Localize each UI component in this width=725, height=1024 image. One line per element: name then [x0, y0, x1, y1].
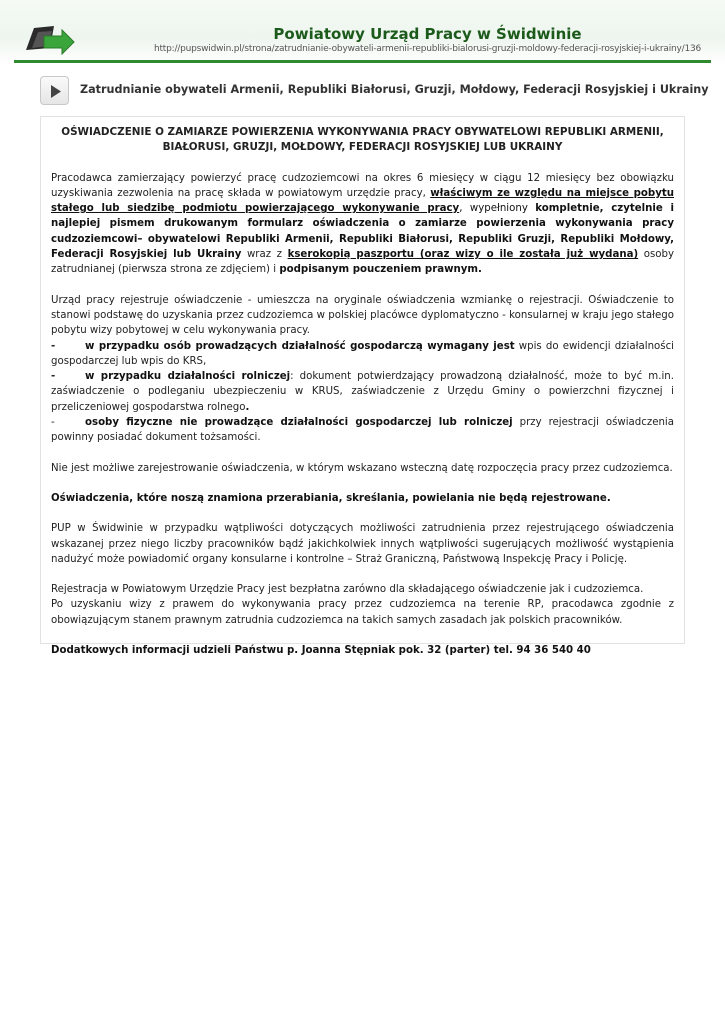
bullet-agriculture — [51, 369, 674, 415]
header-divider — [14, 60, 711, 63]
emphasis: osoby fizyczne nie prowadzące działalności gospodarczej lub rolniczej — [85, 417, 513, 429]
text: wpis do ewidencji działalności gospodarczej lub wpis do KRS, — [51, 340, 674, 367]
paragraph-procedure — [51, 171, 674, 278]
text: wraz z — [241, 249, 288, 261]
document-title-line1: OŚWIADCZENIE O ZAMIARZE POWIERZENIA WYKONYWANIA PRACY OBYWATELOWI REPUBLIKI ARMENII, — [61, 126, 664, 138]
text: , wypełniony — [459, 203, 536, 215]
text: przy rejestracji oświadczenia powinny posiadać dokument tożsamości. — [51, 417, 674, 444]
emphasis: kompletnie, czytelnie i najlepiej pismem drukowanym formularz oświadczenia o zamiarze powierzenia wykonywania pracy cudzoziemcowi– obywatelowi Republiki Armenii, Republiki Białorusi, Republiki Gruzji, Republiki Mołdowy, Federacji Rosyjskiej lub Ukrainy — [51, 203, 674, 261]
contact-info: Dodatkowych informacji udzieli Państwu p. Joanna Stępniak pok. 32 (parter) tel. 94 36 540 40 — [51, 645, 591, 657]
paragraph-fees: Rejestracja w Powiatowym Urzędzie Pracy jest bezpłatna zarówno dla składającego oświadczenie jak i cudzoziemca. — [51, 584, 644, 596]
bullet-dash: - — [51, 417, 55, 429]
play-arrow-icon — [41, 77, 70, 106]
emphasis: w przypadku działalności rolniczej — [85, 371, 291, 383]
emphasis: podpisanym pouczeniem prawnym. — [279, 264, 482, 276]
paragraph-registration: Urząd pracy rejestruje oświadczenie - umieszcza na oryginale oświadczenia wzmiankę o rejestracji. Oświadczenie to stanowi podstawę do uzyskania przez cudzoziemca w polskiej placówce dyplomatyczno - konsularnej w kraju jego stałego pobytu wizy pobytowej w celu wykonywania pracy. — [51, 294, 674, 337]
bullet-individuals — [51, 415, 674, 446]
emphasis: w przypadku osób prowadzących działalność gospodarczą wymagany jest — [85, 340, 515, 352]
emphasis-underlined: kserokopią paszportu (oraz wizy o ile została już wydana) — [287, 249, 639, 261]
paragraph-forgery — [51, 491, 674, 506]
text: Pracodawca zamierzający powierzyć pracę cudzoziemcowi na okres 6 miesięcy w ciągu 12 miesięcy bez obowiązku uzyskiwania zezwolenia na pracę składa w powiatowym urzędzie pracy, — [51, 172, 674, 199]
page-heading: Zatrudnianie obywateli Armenii, Republiki Białorusi, Gruzji, Mołdowy, Federacji Rosyjskiej i Ukrainy — [80, 83, 709, 96]
article-content — [40, 116, 685, 657]
document-title — [51, 125, 674, 156]
text: : dokument potwierdzający prowadzoną działalność, może to być m.in. zaświadczenie o podleganiu ubezpieczeniu w KRUS, zaświadczenie z Urzędu Gminy o powierzchni fizycznej i przeliczeniowej gospodarstwa rolnego — [51, 371, 674, 413]
play-arrow-button[interactable] — [40, 76, 69, 105]
bullet-business — [51, 339, 674, 370]
paragraph-visa: Po uzyskaniu wizy z prawem do wykonywania pracy przez cudzoziemca na terenie RP, pracodawca zgodnie z obowiązującym stanem prawnym zatrudnia cudzoziemca na takich samych zasadach jak polskich pracowników. — [51, 599, 674, 626]
text: osoby zatrudnianej (pierwsza strona ze zdjęciem) i — [51, 249, 674, 276]
logo-icon — [24, 22, 76, 56]
paragraph-doubts: PUP w Świdwinie w przypadku wątpliwości dotyczących możliwości zatrudnienia przez rejestrującego oświadczenia wskazanej przez niego liczby pracowników bądź jakichkolwiek innych wątpliwości sugerujących możliwość wystąpienia nadużyć może powiadomić organy konsularne i kontrolne – Straż Graniczną, Państwową Inspekcję Pracy i Policję. — [51, 523, 674, 565]
emphasis: Oświadczenia, które noszą znamiona przerabiania, skreślania, powielania nie będą rejestrowane. — [51, 492, 611, 504]
text: . — [245, 401, 250, 413]
site-header — [0, 0, 725, 64]
site-title[interactable]: Powiatowy Urząd Pracy w Świdwinie — [273, 25, 582, 43]
paragraph-backdate: Nie jest możliwe zarejestrowanie oświadczenia, w którym wskazano wsteczną datę rozpoczęcia pracy przez cudzoziemca. — [51, 462, 673, 474]
site-url: http://pupswidwin.pl/strona/zatrudnianie-obywateli-armenii-republiki-bialorusi-gruzji-moldowy-federacji-rosyjskiej-i-ukrainy/136 — [153, 44, 702, 54]
paragraph-contact — [51, 643, 674, 658]
bullet-dash: - — [51, 371, 56, 383]
bullet-dash: - — [51, 340, 56, 352]
document-title-line2: BIAŁORUSI, GRUZJI, MOŁDOWY, FEDERACJI ROSYJSKIEJ LUB UKRAINY — [162, 141, 563, 154]
emphasis-underlined: właściwym ze względu na miejsce pobytu stałego lub siedzibę podmiotu powierzającego wykonywanie pracy — [51, 187, 674, 215]
